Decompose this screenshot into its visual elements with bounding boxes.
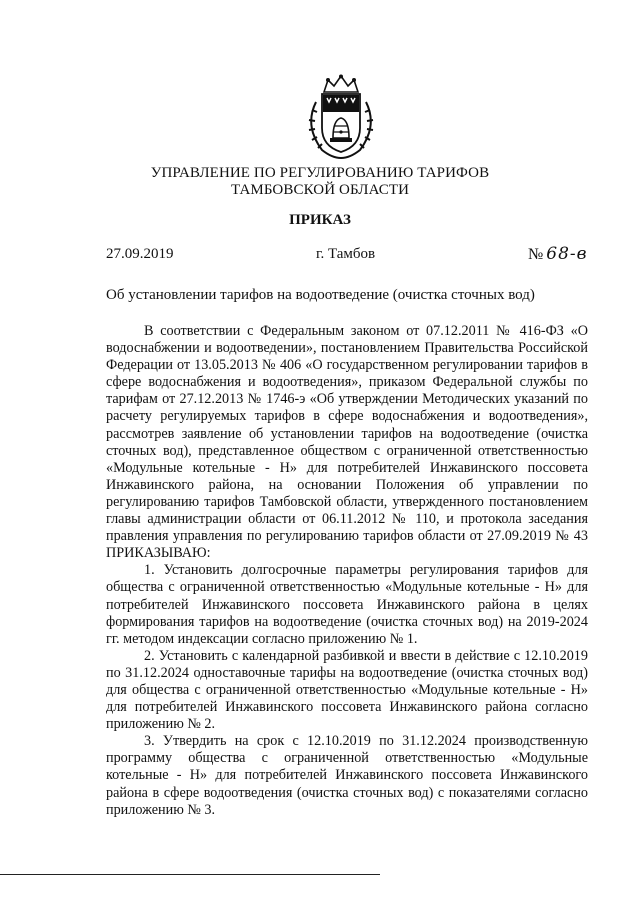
order-body xyxy=(106,323,588,819)
order-number xyxy=(528,244,588,264)
coat-of-arms-icon xyxy=(300,74,382,160)
document-type-title: ПРИКАЗ xyxy=(289,212,351,228)
order-subject: Об установлении тарифов на водоотведение (очистка сточных вод) xyxy=(106,287,535,303)
clause-3: 3. Утвердить на срок с 12.10.2019 по 31.12.2024 производственную программу общества с ограниченной ответственностью «Модульные котельные - Н» для потребителей Инжавинского поссовета Инжавинского района в сфере водоотведения (очистка сточных вод) с показателями согласно приложению № 3. xyxy=(106,733,588,818)
organization-name-line-2: ТАМБОВСКОЙ ОБЛАСТИ xyxy=(230,182,410,198)
number-sign: № xyxy=(528,246,544,263)
organization-name-line-1: УПРАВЛЕНИЕ ПО РЕГУЛИРОВАНИЮ ТАРИФОВ xyxy=(150,165,490,181)
clause-2: 2. Установить с календарной разбивкой и ввести в действие с 12.10.2019 по 31.12.2024 одноставочные тарифы на водоотведение (очистка сточных вод) для общества с ограниченной ответственностью «Модульные котельные - Н» для потребителей Инжавинского поссовета Инжавинского района согласно приложению № 2. xyxy=(106,647,588,733)
footer-divider xyxy=(0,874,380,875)
clause-1: 1. Установить долгосрочные параметры регулирования тарифов для общества с ограниченной ответственностью «Модульные котельные - Н» для потребителей Инжавинского поссовета Инжавинского района в целях формирования тарифов на водоотведение (очистка сточных вод) на 2019-2024 гг. методом индексации согласно приложению № 1. xyxy=(106,562,588,647)
order-city: г. Тамбов xyxy=(316,246,376,262)
preamble-paragraph: В соответствии с Федеральным законом от 07.12.2011 № 416-ФЗ «О водоснабжении и водоотведении», постановлением Правительства Российской Федерации от 13.05.2013 № 406 «О государственном регулировании тарифов в сфере водоснабжения и водоотведения», приказом Федеральной службы по тарифам от 27.12.2013 № 1746-э «Об утверждении Методических указаний по расчету регулируемых тарифов в сфере водоснабжения и водоотведения», рассмотрев заявление об установлении тарифов на водоотведение (очистка сточных вод), представленное обществом с ограниченной ответственностью «Модульные котельные - Н» для потребителей Инжавинского поссовета Инжавинского района, на основании Положения об управлении по регулированию тарифов Тамбовской области, утвержденного постановлением главы администрации области от 06.11.2012 № 110, и протокола заседания правления управления по регулированию тарифов области от 27.09.2019 № 43 ПРИКАЗЫВАЮ: xyxy=(106,323,588,562)
handwritten-number: 68-в xyxy=(546,244,588,264)
order-date: 27.09.2019 xyxy=(106,246,174,262)
